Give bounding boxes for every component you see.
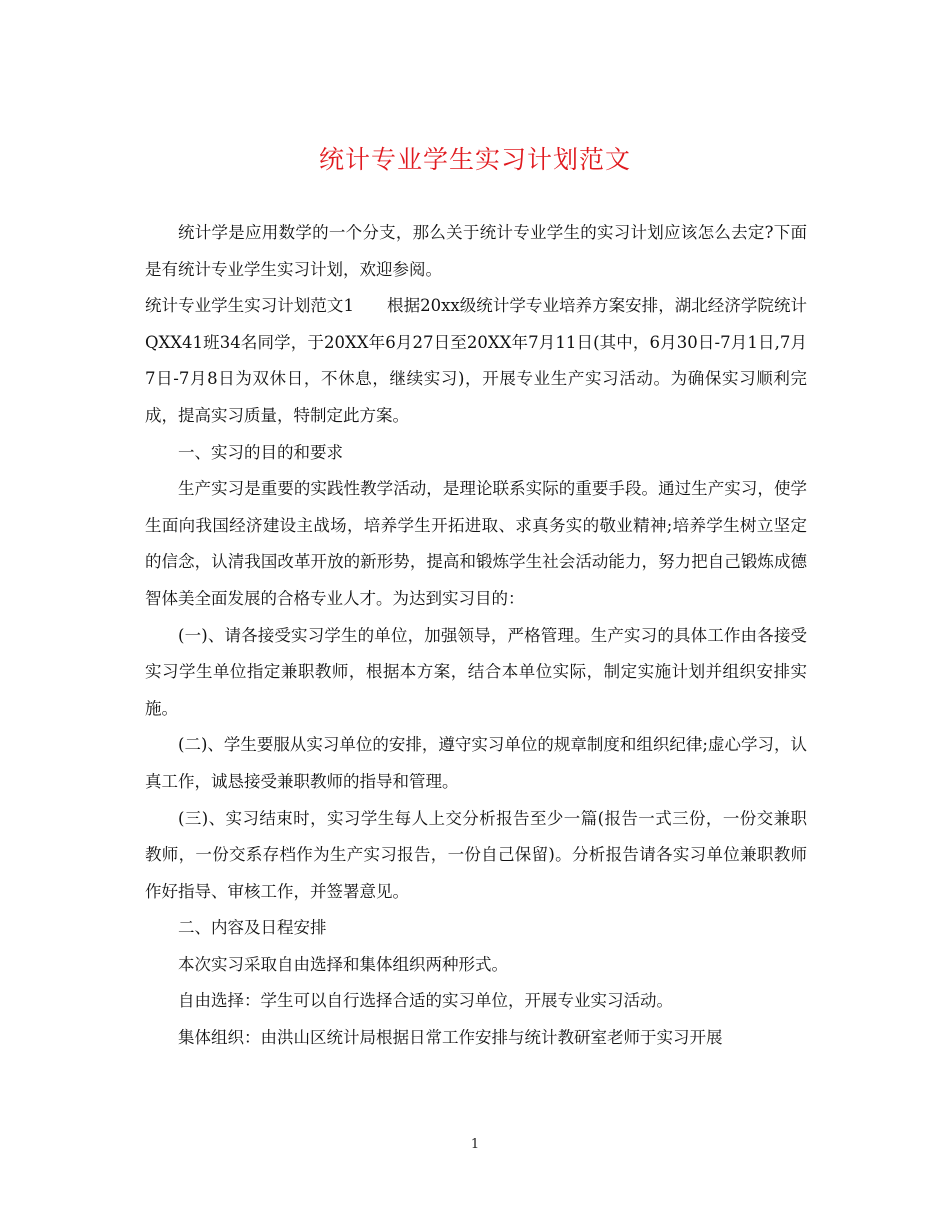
document-body: [145, 215, 807, 1057]
requirement-item-3: (三)、实习结束时，实习学生每人上交分析报告至少一篇(报告一式三份，一份交兼职教师，一份交系存档作为生产实习报告，一份自己保留)。分析报告请各实习单位兼职教师作好指导、审核工作，并签署意见。: [145, 808, 807, 901]
intro-paragraph: 统计学是应用数学的一个分支，那么关于统计专业学生的实习计划应该怎么去定?下面是有统计专业学生实习计划，欢迎参阅。: [145, 223, 807, 279]
schedule-paragraph: 本次实习采取自由选择和集体组织两种形式。: [178, 954, 508, 974]
group-organization-paragraph: 集体组织：由洪山区统计局根据日常工作安排与统计教研室老师于实习开展: [178, 1028, 723, 1048]
free-choice-paragraph: 自由选择：学生可以自行选择合适的实习单位，开展专业实习活动。: [178, 991, 673, 1011]
requirement-item-2: (二)、学生要服从实习单位的安排，遵守实习单位的规章制度和组织纪律;虚心学习，认真工作，诚恳接受兼职教师的指导和管理。: [145, 735, 807, 791]
page-number: 1: [470, 1137, 480, 1152]
section-heading-purpose: 一、实习的目的和要求: [178, 442, 343, 462]
plan-overview-paragraph: 统计专业学生实习计划范文1 根据20xx级统计学专业培养方案安排，湖北经济学院统计QXX41班34名同学，于20XX年6月27日至20XX年7月11日(其中，6月30日-7月1日,7月7日-7月8日为双休日，不休息，继续实习)，开展专业生产实习活动。为确保实习顺利完成，提高实习质量，特制定此方案。: [145, 296, 807, 425]
section-heading-schedule: 二、内容及日程安排: [178, 918, 327, 938]
document-title: 统计专业学生实习计划范文: [318, 145, 631, 174]
requirement-item-1: (一)、请各接受实习学生的单位，加强领导，严格管理。生产实习的具体工作由各接受实习学生单位指定兼职教师，根据本方案，结合本单位实际，制定实施计划并组织安排实施。: [145, 625, 807, 718]
purpose-paragraph: 生产实习是重要的实践性教学活动，是理论联系实际的重要手段。通过生产实习，使学生面向我国经济建设主战场，培养学生开拓进取、求真务实的敬业精神;培养学生树立坚定的信念，认清我国改革开放的新形势，提高和锻炼学生社会活动能力，努力把自己锻炼成德智体美全面发展的合格专业人才。为达到实习目的：: [145, 479, 807, 608]
